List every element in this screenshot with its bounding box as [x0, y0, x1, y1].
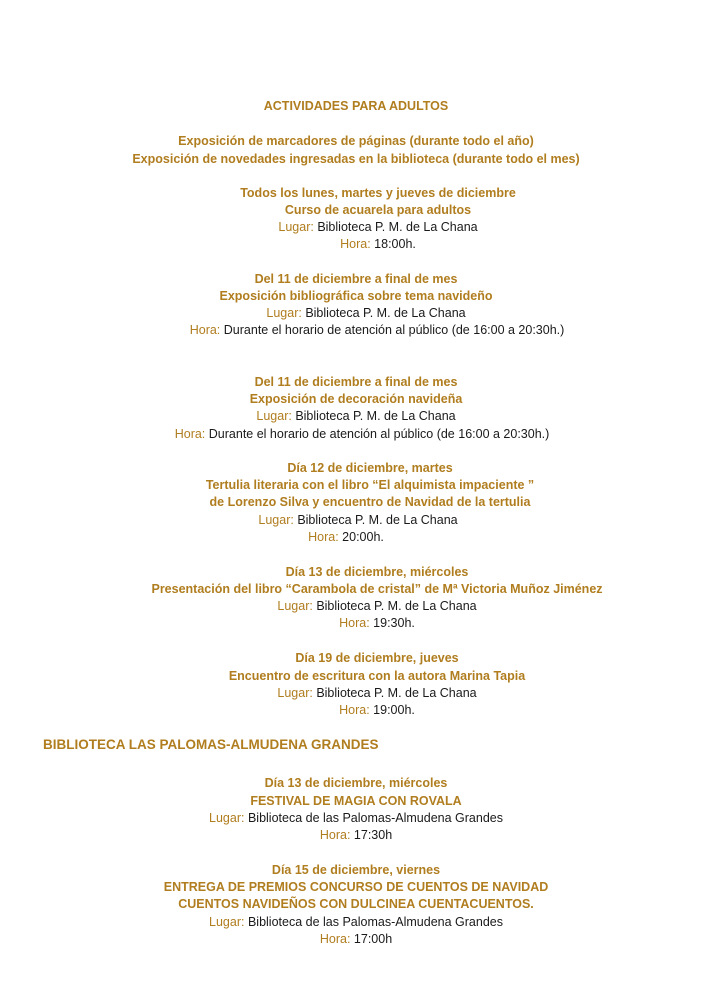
place-value: Biblioteca P. M. de La Chana: [297, 513, 458, 527]
event-time: [320, 931, 392, 948]
event-time: [340, 236, 416, 253]
time-value: Durante el horario de atención al público (de 16:00 a 20:30h.): [208, 427, 550, 441]
time-label: Hora:: [189, 323, 221, 337]
place-label: Lugar:: [277, 599, 313, 613]
time-value: 17:30h: [353, 828, 393, 842]
event-title: FESTIVAL DE MAGIA CON ROVALA: [250, 794, 462, 808]
event-time: [320, 827, 392, 844]
place-label: Lugar:: [256, 409, 292, 423]
place-value: Biblioteca P. M. de La Chana: [316, 686, 477, 700]
section-heading-palomas: BIBLIOTECA LAS PALOMAS-ALMUDENA GRANDES: [43, 737, 379, 752]
event-date: Día 15 de diciembre, viernes: [271, 863, 441, 877]
event-title: Exposición bibliográfica sobre tema navideño: [219, 289, 493, 303]
time-value: 19:00h.: [373, 703, 415, 717]
event-place: [209, 810, 503, 827]
event-date: Del 11 de diciembre a final de mes: [254, 272, 458, 286]
event-date: Todos los lunes, martes y jueves de diciembre: [240, 186, 516, 200]
event-title: Tertulia literaria con el libro “El alquimista impaciente ”: [205, 478, 535, 492]
event-title: Encuentro de escritura con la autora Marina Tapia: [228, 669, 526, 683]
event-place: [258, 512, 457, 529]
event-title: Exposición de decoración navideña: [249, 392, 463, 406]
time-value: 18:00h.: [374, 237, 416, 251]
event-date: Día 12 de diciembre, martes: [287, 461, 453, 475]
time-value: 19:30h.: [373, 616, 415, 630]
place-label: Lugar:: [258, 513, 294, 527]
time-label: Hora:: [339, 703, 370, 717]
event-date: Día 13 de diciembre, miércoles: [285, 565, 469, 579]
time-value: 20:00h.: [342, 530, 384, 544]
event-time: [339, 702, 415, 719]
time-label: Hora:: [340, 237, 371, 251]
event-time: [308, 529, 384, 546]
event-time: [190, 322, 565, 339]
time-value: 17:00h: [353, 932, 393, 946]
event-place: [266, 305, 465, 322]
time-value: Durante el horario de atención al público (de 16:00 a 20:30h.): [223, 323, 565, 337]
event-time: [175, 426, 550, 443]
place-value: Biblioteca de las Palomas-Almudena Grandes: [247, 915, 503, 929]
event-place: [256, 408, 455, 425]
time-label: Hora:: [319, 932, 351, 946]
event-title: CUENTOS NAVIDEÑOS CON DULCINEA CUENTACUENTOS.: [178, 897, 534, 911]
place-label: Lugar:: [277, 686, 313, 700]
event-title: Curso de acuarela para adultos: [284, 203, 472, 217]
place-label: Lugar:: [209, 811, 245, 825]
exhibition-line: Exposición de marcadores de páginas (durante todo el año): [178, 134, 534, 148]
event-date: Día 19 de diciembre, jueves: [295, 651, 459, 665]
place-value: Biblioteca P. M. de La Chana: [305, 306, 466, 320]
place-value: Biblioteca P. M. de La Chana: [317, 220, 478, 234]
time-label: Hora:: [174, 427, 206, 441]
place-label: Lugar:: [278, 220, 314, 234]
event-title: Presentación del libro “Carambola de cristal” de Mª Victoria Muñoz Jiménez: [151, 582, 603, 596]
time-label: Hora:: [339, 616, 370, 630]
event-place: [277, 598, 476, 615]
place-value: Biblioteca P. M. de La Chana: [316, 599, 477, 613]
event-place: [277, 685, 476, 702]
event-title: de Lorenzo Silva y encuentro de Navidad de la tertulia: [209, 495, 531, 509]
event-date: Del 11 de diciembre a final de mes: [254, 375, 458, 389]
event-date: Día 13 de diciembre, miércoles: [264, 776, 448, 790]
place-value: Biblioteca P. M. de La Chana: [295, 409, 456, 423]
exhibition-line: Exposición de novedades ingresadas en la biblioteca (durante todo el mes): [132, 152, 580, 166]
place-value: Biblioteca de las Palomas-Almudena Grandes: [247, 811, 503, 825]
section-heading-adults: ACTIVIDADES PARA ADULTOS: [263, 99, 449, 113]
time-label: Hora:: [319, 828, 351, 842]
time-label: Hora:: [308, 530, 339, 544]
place-label: Lugar:: [266, 306, 302, 320]
event-time: [339, 615, 415, 632]
place-label: Lugar:: [209, 915, 245, 929]
event-title: ENTREGA DE PREMIOS CONCURSO DE CUENTOS DE NAVIDAD: [163, 880, 549, 894]
event-place: [209, 914, 503, 931]
event-place: [278, 219, 477, 236]
